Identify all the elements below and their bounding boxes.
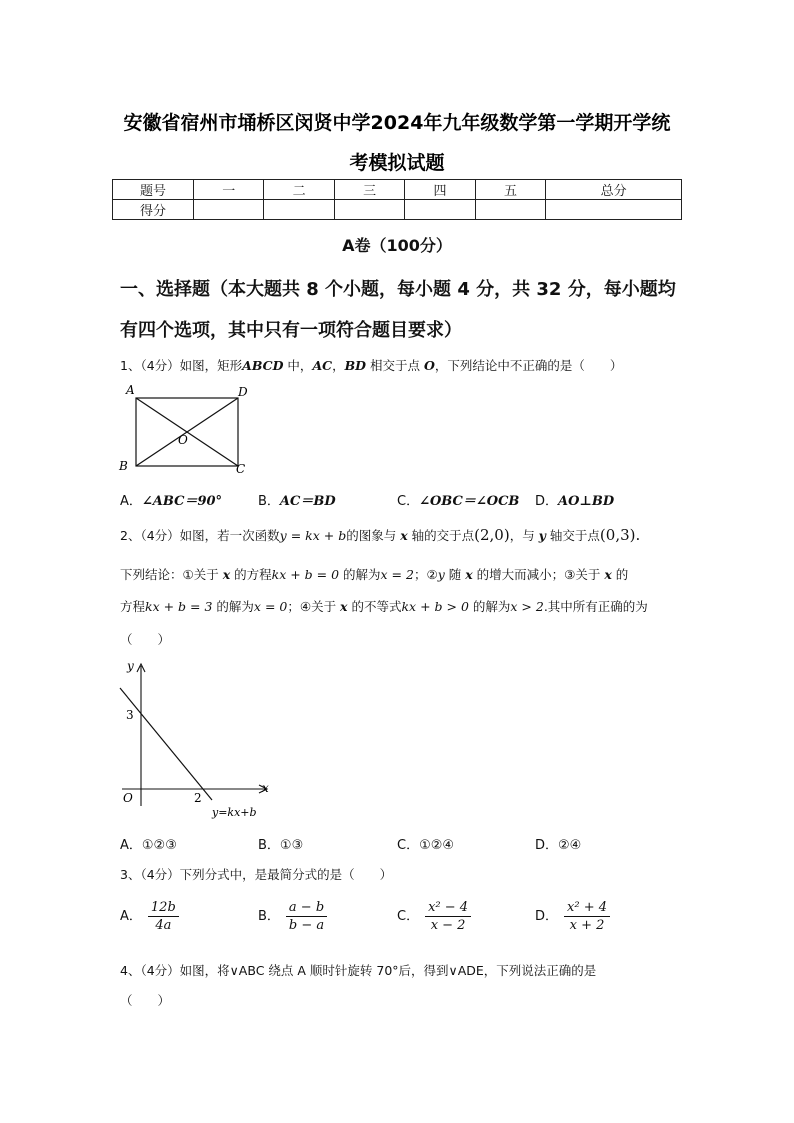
denominator: 4a [155, 918, 172, 933]
score-cell [194, 200, 264, 220]
fraction [425, 900, 471, 933]
numerator: x² + 4 [564, 900, 610, 917]
q1-ac: AC [312, 358, 333, 373]
q1-prefix: 1、（4分）如图，矩形 [120, 358, 243, 373]
option-label: B． [258, 909, 280, 924]
option-text: ①②③ [141, 838, 177, 853]
q3-option-d[interactable] [535, 900, 610, 933]
score-header-cell: 五 [475, 180, 545, 200]
option-label: A． [120, 838, 142, 853]
q2-ineq: kx + b > 0 [401, 599, 469, 614]
q1-option-d[interactable] [535, 490, 614, 509]
option-label: B． [258, 494, 280, 509]
question-3-text: 3、（4分）下列分式中，是最简分式的是（ ） [120, 867, 393, 882]
denominator: b − a [288, 918, 325, 933]
q1-suffix: ，下列结论中不正确的是（ ） [434, 358, 623, 373]
section-heading-line2: 有四个选项，其中只有一项符合题目要求） [120, 320, 462, 341]
exam-title-line2: 考模拟试题 [349, 152, 445, 174]
vertex-b-label: B [119, 459, 128, 473]
score-header-cell: 题号 [113, 180, 194, 200]
score-table-score-row [113, 200, 682, 220]
q1-option-c[interactable] [397, 490, 519, 509]
q2-eq1: kx + b = 0 [271, 567, 340, 582]
q2-text: 的解为 [339, 567, 381, 582]
q2-text: .其中所有正确的为 [543, 599, 648, 614]
x-intercept-label: 2 [194, 791, 202, 805]
q2-function-graph [112, 656, 282, 824]
numerator: 12b [148, 900, 179, 917]
q2-text: 的解为 [212, 599, 254, 614]
fraction [148, 900, 179, 933]
q1-rectangle-figure [112, 380, 257, 476]
q2-sol2: x = 0 [253, 599, 288, 614]
option-text: AC＝BD [279, 494, 336, 509]
score-header-cell: 一 [194, 180, 264, 200]
option-label: C． [397, 909, 420, 924]
option-label: D． [535, 838, 559, 853]
q1-option-b[interactable] [258, 490, 336, 509]
score-cell [264, 200, 334, 220]
q1-mid2: 相交于点 [366, 358, 424, 373]
q2-text: 下列结论：①关于 [120, 567, 223, 582]
q2-option-d[interactable] [535, 834, 581, 853]
q3-option-c[interactable] [397, 900, 471, 933]
question-1-text [120, 356, 622, 374]
q2-text: 轴交于点 [545, 528, 600, 543]
q2-text: 轴的交于点 [407, 528, 475, 543]
question-4-line1: 4、（4分）如图，将∨ABC 绕点 A 顺时针旋转 70°后，得到∨ADE，下列说法正确的是 [120, 963, 597, 978]
q1-option-a[interactable] [120, 490, 222, 509]
volume-heading: A卷（100分） [342, 236, 452, 255]
option-text: ∠OBC＝∠OCB [419, 494, 520, 509]
score-table-header-row [113, 180, 682, 200]
exam-title-line1: 安徽省宿州市埇桥区闵贤中学2024年九年级数学第一学期开学统 [123, 112, 671, 134]
q2-eq2: kx + b = 3 [145, 599, 213, 614]
q2-text: 方程 [120, 599, 146, 614]
q2-text: ；④关于 [287, 599, 341, 614]
option-label: A． [120, 909, 142, 924]
score-header-cell: 三 [334, 180, 404, 200]
option-label: D． [535, 909, 559, 924]
fraction [564, 900, 610, 933]
denominator: x − 2 [430, 918, 466, 933]
q2-var: x [340, 599, 348, 614]
q2-point1: (2,0) [474, 526, 510, 544]
score-cell [405, 200, 475, 220]
option-label: C． [397, 838, 420, 853]
q2-text: ，与 [509, 528, 539, 543]
score-table [112, 179, 682, 220]
q2-text: 的图象与 [346, 528, 401, 543]
q2-text: 随 [444, 567, 466, 582]
q2-text: 的增大而减小；③关于 [472, 567, 605, 582]
y-axis-label: y [127, 659, 134, 673]
q2-var: x [400, 528, 408, 543]
q3-option-a[interactable] [120, 900, 179, 933]
q1-bd: BD [344, 358, 367, 373]
option-label: B． [258, 838, 280, 853]
option-label: C． [397, 494, 420, 509]
q2-text: 的解为 [468, 599, 511, 614]
section-heading-line1: 一、选择题（本大题共 8 个小题，每小题 4 分，共 32 分，每小题均 [120, 279, 676, 300]
question-2-line4: （ ） [120, 632, 171, 647]
q1-mid1: 中， [283, 358, 313, 373]
q2-var: x [222, 567, 231, 582]
q2-text: 2、（4分）如图，若一次函数 [120, 528, 280, 543]
vertex-c-label: C [236, 462, 246, 476]
score-row-label: 得分 [113, 200, 194, 220]
score-header-cell: 总分 [546, 180, 682, 200]
option-text: ①②④ [419, 838, 455, 853]
option-text: ①③ [279, 838, 304, 853]
q3-option-b[interactable] [258, 900, 327, 933]
q1-o: O [423, 358, 435, 373]
option-text: ②④ [558, 838, 582, 853]
numerator: a − b [286, 900, 327, 917]
question-4-line2: （ ） [120, 993, 171, 1008]
origin-label: O [123, 791, 133, 805]
q1-comma: ， [332, 358, 345, 373]
question-2-line1 [120, 526, 640, 544]
q2-func: y = kx + b [279, 528, 347, 543]
q2-sol3: x > 2 [510, 599, 544, 614]
option-label: A． [120, 494, 142, 509]
score-cell [475, 200, 545, 220]
score-header-cell: 二 [264, 180, 334, 200]
q1-rect-name: ABCD [242, 358, 284, 373]
line-equation-label: y=kx+b [212, 806, 257, 819]
score-cell [546, 200, 682, 220]
numerator: x² − 4 [425, 900, 471, 917]
score-cell [334, 200, 404, 220]
x-axis-label: x [262, 781, 269, 795]
option-text: ∠ABC＝90° [141, 494, 223, 509]
q2-sol1: x = 2 [380, 567, 414, 582]
q2-option-c[interactable] [397, 834, 454, 853]
q2-var: y [538, 528, 546, 543]
center-o-label: O [178, 433, 188, 447]
function-line [120, 688, 212, 800]
q2-point2: (0,3). [599, 526, 641, 544]
q2-var: x [604, 567, 612, 582]
question-2-line2 [120, 565, 628, 583]
denominator: x + 2 [569, 918, 605, 933]
q2-text: ；② [413, 567, 438, 582]
option-text: AO⊥BD [558, 494, 615, 509]
vertex-a-label: A [126, 383, 135, 397]
q2-option-a[interactable] [120, 834, 177, 853]
option-label: D． [535, 494, 559, 509]
q2-text: 的不等式 [347, 599, 402, 614]
q2-var: y [437, 567, 445, 582]
q2-var: x [465, 567, 473, 582]
q2-text: 的方程 [230, 567, 272, 582]
question-2-line3 [120, 597, 648, 615]
fraction [286, 900, 327, 933]
score-header-cell: 四 [405, 180, 475, 200]
y-intercept-label: 3 [126, 708, 134, 722]
q2-text: 的 [611, 567, 629, 582]
vertex-d-label: D [238, 385, 248, 399]
q2-option-b[interactable] [258, 834, 303, 853]
